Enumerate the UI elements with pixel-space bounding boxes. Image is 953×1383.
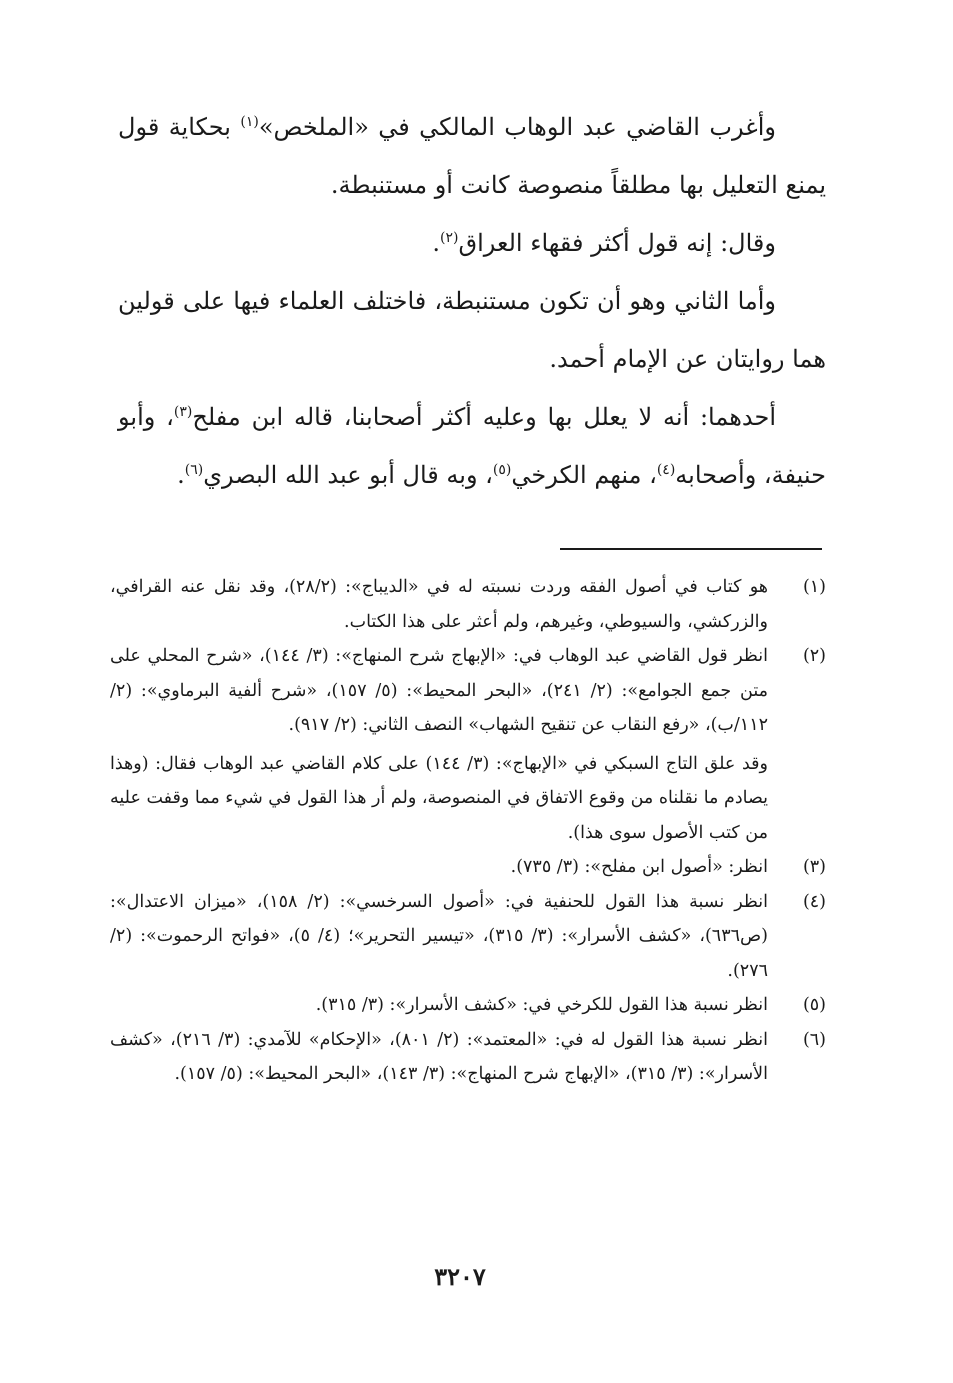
footnote-text: انظر نسبة هذا القول للكرخي في: «كشف الأسرار»: (٣/ ٣١٥). [315,995,768,1015]
footnote-number: (١) [802,577,826,597]
footnote-6 [110,1023,826,1092]
footnote-divider [560,548,822,550]
footnote-4 [110,885,826,989]
footnote-ref: (٦) [184,462,204,478]
page-number: ٣٢٠٧ [434,1262,486,1291]
footnote-ref: (١) [240,114,259,130]
paragraph-1 [118,98,826,214]
footnote-number: (٤) [802,891,826,912]
footnote-3 [110,850,826,885]
footnote-number: (٢) [802,646,826,666]
footnote-ref: (٣) [173,404,193,420]
footnote-text: انظر: «أصول ابن مفلح»: (٣/ ٧٣٥). [510,857,768,877]
footnote-2 [110,639,826,743]
footnotes [110,570,826,1092]
footnote-ref: (٢) [440,230,459,246]
footnote-number: (٣) [802,857,826,877]
footnote-text: انظر نسبة هذا القول للحنفية في: «أصول السرخسي»: (٢/ ١٥٨)، «ميزان الاعتدال»: (ص٦٣٦)، «كشف الأسرار»: (٣/ ٣١٥)، «تيسير التحرير»؛ (٤/ ٥)، «فواتح الرحموت»: (٢/ ٢٧٦). [110,891,768,981]
paragraph-text: أحدهما: أنه لا يعلل بها وعليه أكثر أصحابنا، قاله ابن مفلح [192,403,776,431]
paragraph-text: ، منهم الكرخي [511,461,657,489]
paragraph-text: وأما الثاني وهو أن تكون مستنبطة، فاختلف العلماء فيها على قولين هما روايتان عن الإمام أحمد. [118,287,826,373]
footnote-text: انظر قول القاضي عبد الوهاب في: «الإبهاج شرح المنهاج»: (٣/ ١٤٤)، «شرح المحلي على متن جمع الجوامع»: (٢/ ٢٤١)، «البحر المحيط»: (٥/ ١٥٧)، «شرح ألفية البرماوي»: (٢/ ١١٢/ب)، «رفع النقاب عن تنقيح الشهاب» النصف الثاني: (٢/ ٩١٧). [110,646,769,735]
footnote-5 [110,988,826,1023]
footnote-1 [110,570,826,639]
paragraph-4 [118,388,826,504]
paragraph-2 [118,214,826,272]
paragraph-text: . [177,461,185,489]
paragraph-text: بحكاية قول يمنع التعليل بها مطلقاً منصوصة كانت أو مستنبطة. [118,113,826,199]
footnote-2-continuation: وقد علق التاج السبكي في «الإبهاج»: (٣/ ١٤٤) على كلام القاضي عبد الوهاب فقال: (وهذا يصادم ما نقلناه من وقوع الاتفاق في المنصوصة، ولم أر هذا القول في شيء مما وقفت عليه من كتب الأصول سوى هذا). [110,753,768,843]
footnote-ref: (٤) [656,462,676,478]
paragraph-text: . [432,229,441,257]
footnote-text: انظر نسبة هذا القول له في: «المعتمد»: (٢/ ٨٠١)، «الإحكام» للآمدي: (٣/ ٢١٦)، «كشف الأسرار»: (٣/ ٣١٥)، «الإبهاج شرح المنهاج»: (٣/ ١٤٣)، «البحر المحيط»: (٥/ ١٥٧). [110,1029,768,1084]
footnote-text: هو كتاب في أصول الفقه وردت نسبته له في «الديباج»: (٢٨/٢)، وقد نقل عنه القرافي، والزركشي، والسيوطي، وغيرهم، ولم أعثر على هذا الكتاب. [110,577,768,632]
footnote-number: (٥) [802,995,826,1015]
paragraph-text: وأغرب القاضي عبد الوهاب المالكي في «الملخص» [258,113,776,141]
footnote-ref: (٥) [492,462,512,478]
paragraph-3 [118,272,826,388]
footnote-number: (٦) [802,1029,826,1050]
main-text [118,98,826,504]
paragraph-text: ، وأبو حنيفة، وأصحابه [118,403,826,489]
paragraph-text: ، وبه قال أبو عبد الله البصري [203,461,493,489]
paragraph-text: وقال: إنه قول أكثر فقهاء العراق [458,229,776,257]
